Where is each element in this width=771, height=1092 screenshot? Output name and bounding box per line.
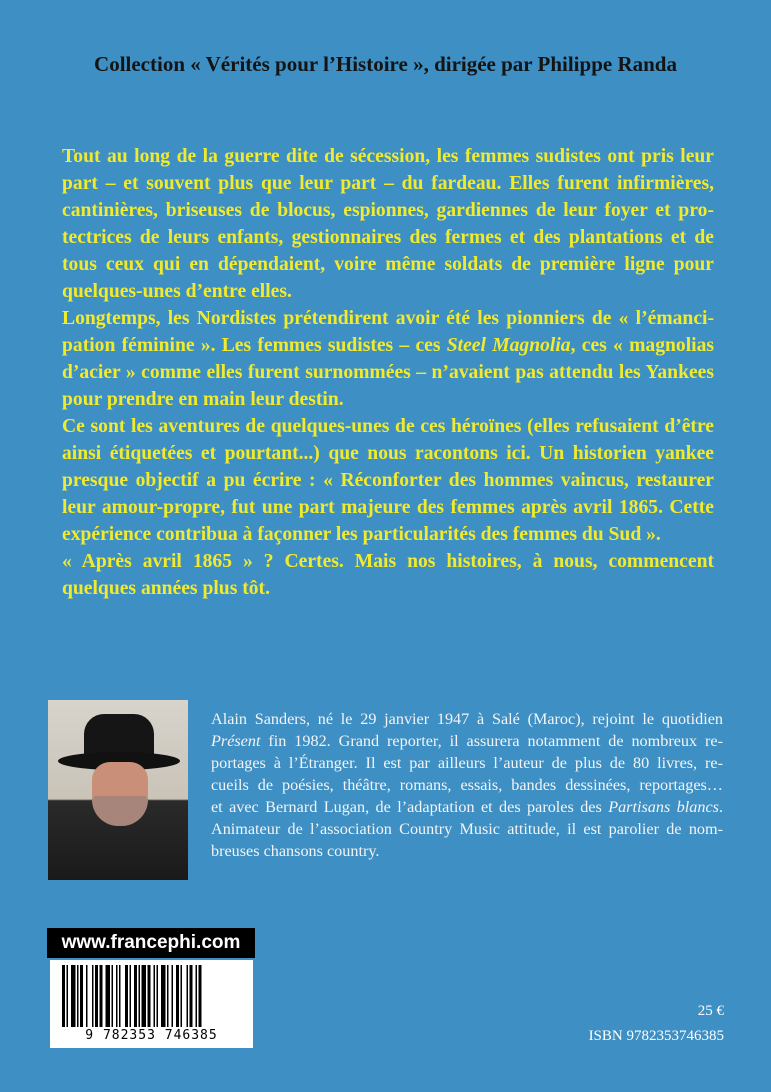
barcode-bar: [167, 965, 169, 1027]
barcode-bar: [125, 965, 128, 1027]
barcode-bar: [119, 965, 121, 1027]
barcode-bar: [148, 965, 151, 1027]
blurb-line: Tout au long de la guerre dite de sécession, les femmes sudistes ont pris leur: [62, 146, 714, 167]
barcode-bar: [172, 965, 174, 1027]
author-bio: [211, 708, 723, 862]
bio-line: Animateur de l’association Country Music attitude, il est parolier de nom-: [211, 820, 723, 838]
bio-line: [211, 796, 723, 818]
isbn: ISBN 9782353746385: [588, 1028, 724, 1044]
barcode-bar: [196, 965, 198, 1027]
bio-text: .: [718, 798, 723, 816]
bio-line: portages à l’Étranger. Il est par ailleurs l’auteur de plus de 80 livres, re-: [211, 754, 723, 772]
bio-italic: Présent: [211, 732, 261, 750]
bio-line: breuses chansons country.: [211, 842, 380, 860]
barcode-bar: [86, 965, 88, 1027]
barcode-bar: [199, 965, 202, 1027]
back-cover-blurb: [62, 143, 714, 602]
blurb-line: Longtemps, les Nordistes prétendirent avoir été les pionniers de « l’émanci-: [62, 308, 714, 329]
bio-text: et avec Bernard Lugan, de l’adaptation et des paroles des: [211, 798, 609, 816]
barcode-bar: [71, 965, 76, 1027]
barcode-bar: [181, 965, 183, 1027]
bio-text: fin 1982. Grand reporter, il assurera notamment de nombreux re-: [260, 732, 723, 750]
collection-title: Collection « Vérités pour l’Histoire », dirigée par Philippe Randa: [94, 52, 677, 76]
bio-line: cueils de poésies, théâtre, romans, essais, bandes dessinées, reportages…: [211, 776, 723, 794]
barcode-bars: [62, 965, 246, 1027]
barcode-bar: [100, 965, 103, 1027]
blurb-line: d’acier » comme elles furent surnommées – n’avaient pas attendu les Yankees: [62, 362, 714, 383]
blurb-line: tous ceux qui en dépendaient, voire même soldats de première ligne pour: [62, 254, 714, 275]
barcode-bar: [190, 965, 193, 1027]
blurb-line: presque objectif a pu écrire : « Réconforter des hommes vaincus, restaurer: [62, 470, 714, 491]
blurb-line: pour prendre en main leur destin.: [62, 389, 344, 410]
barcode: [50, 960, 253, 1048]
blurb-line: part – et souvent plus que leur part – du fardeau. Elles furent infirmières,: [62, 173, 714, 194]
beard: [92, 796, 148, 826]
blurb-line: Ce sont les aventures de quelques-unes de ces héroïnes (elles refusaient d’être: [62, 416, 714, 437]
blurb-line: quelques-unes d’entre elles.: [62, 281, 292, 302]
barcode-bar: [95, 965, 98, 1027]
barcode-digits: 9 782353 746385: [85, 1028, 218, 1043]
bio-line: [211, 730, 723, 752]
blurb-line: ainsi étiquetées et pourtant...) que nous racontons ici. Un historien yankee: [62, 443, 714, 464]
bio-line: Alain Sanders, né le 29 janvier 1947 à Salé (Maroc), rejoint le quotidien: [211, 710, 723, 728]
barcode-bar: [139, 965, 141, 1027]
barcode-bar: [134, 965, 137, 1027]
barcode-bar: [187, 965, 189, 1027]
barcode-bar: [67, 965, 69, 1027]
blurb-line: tectrices de leurs enfants, gestionnaires des fermes et des plantations et de: [62, 227, 714, 248]
barcode-bar: [77, 965, 79, 1027]
barcode-bar: [176, 965, 179, 1027]
publisher-url[interactable]: www.francephi.com: [47, 928, 255, 958]
blurb-text: pation féminine ». Les femmes sudistes – ces: [62, 335, 447, 356]
blurb-line: [62, 332, 714, 359]
blurb-line: quelques années plus tôt.: [62, 578, 270, 599]
blurb-line: « Après avril 1865 » ? Certes. Mais nos histoires, à nous, commencent: [62, 551, 714, 572]
barcode-bar: [154, 965, 156, 1027]
blurb-italic-title: Steel Magnolia: [446, 335, 571, 356]
barcode-bar: [62, 965, 65, 1027]
barcode-bar: [116, 965, 118, 1027]
blurb-line: leur amour-propre, fut une part majeure des femmes après avril 1865. Cette: [62, 497, 714, 518]
barcode-bar: [161, 965, 166, 1027]
blurb-line: expérience contribua à façonner les particularités des femmes du Sud ».: [62, 524, 661, 545]
barcode-bar: [80, 965, 83, 1027]
barcode-bar: [112, 965, 114, 1027]
barcode-bar: [92, 965, 94, 1027]
author-photo: [48, 700, 188, 880]
blurb-text: , ces « magnolias: [570, 335, 715, 356]
barcode-bar: [142, 965, 147, 1027]
barcode-bar: [157, 965, 159, 1027]
blurb-line: cantinières, briseuses de blocus, espionnes, gardiennes de leur foyer et pro-: [62, 200, 714, 221]
barcode-bar: [106, 965, 111, 1027]
barcode-bar: [130, 965, 132, 1027]
price: 25 €: [697, 1003, 724, 1019]
bio-italic: Partisans blancs: [608, 798, 719, 816]
